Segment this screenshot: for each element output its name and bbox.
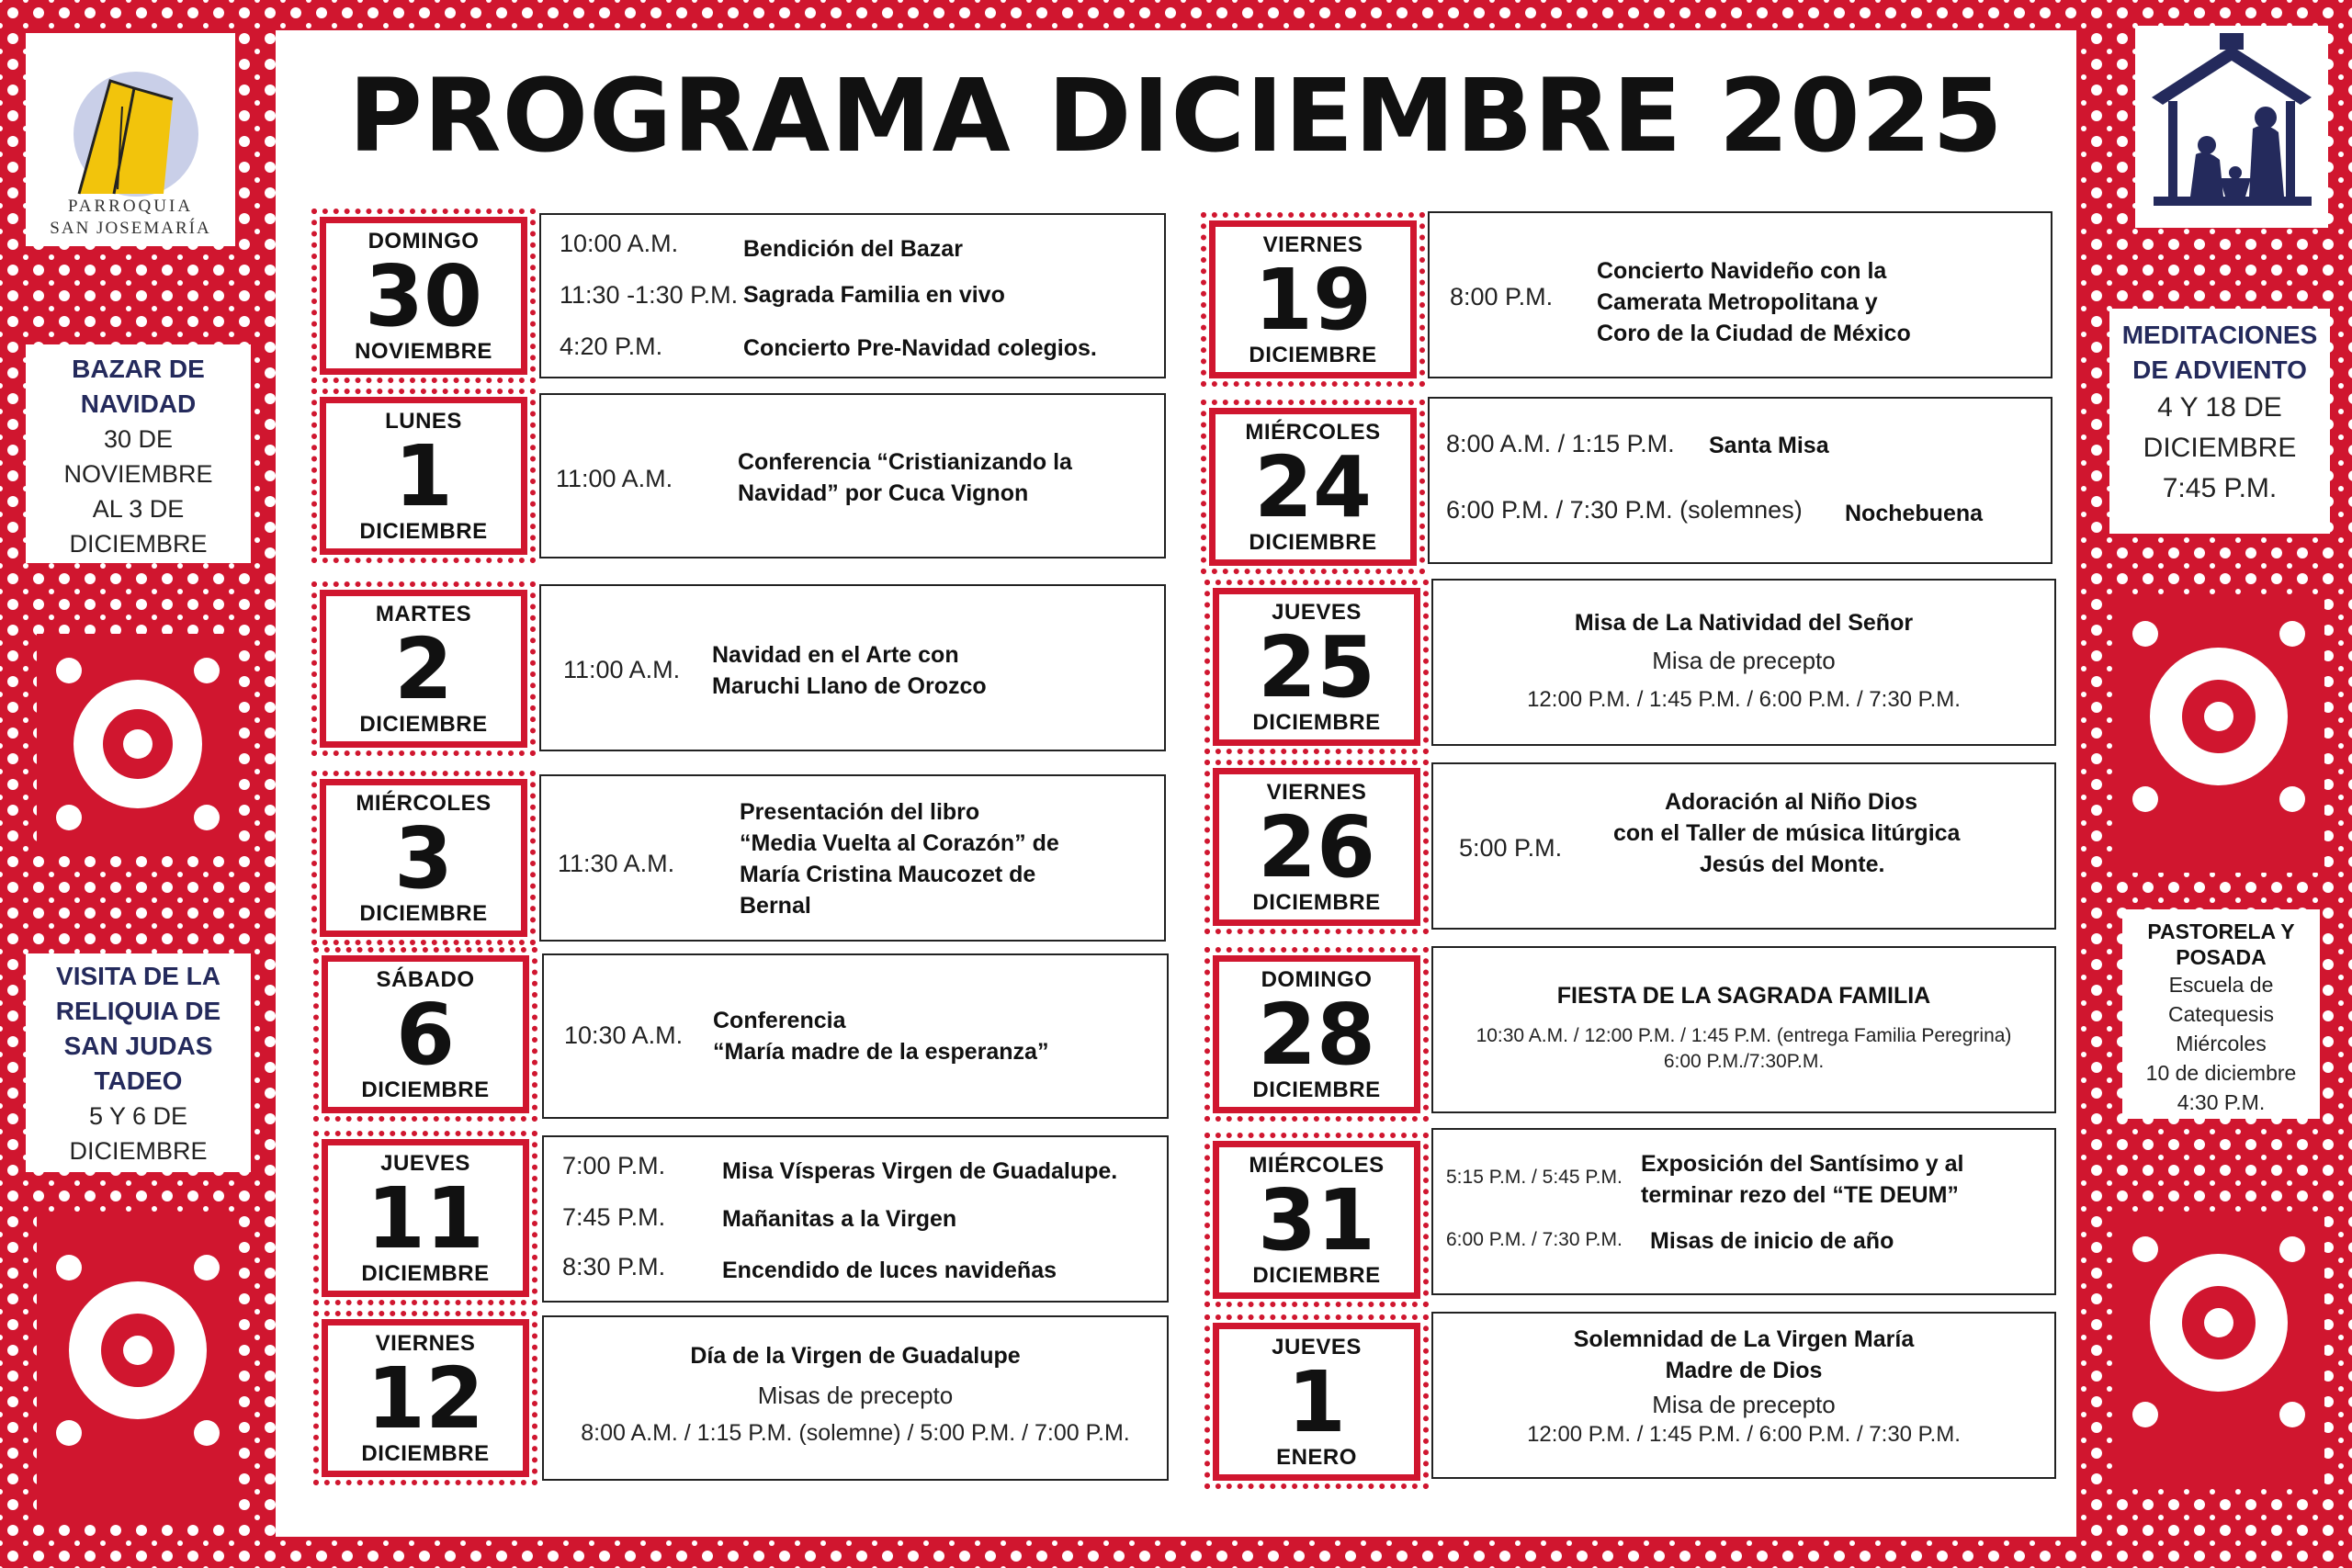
event-times-line2: 6:00 P.M./7:30P.M. bbox=[1663, 1051, 1825, 1072]
date-badge-nov-30 bbox=[320, 217, 527, 375]
pastorela-text-1: Escuela de bbox=[2168, 973, 2274, 997]
flower-ornament-left-bottom bbox=[37, 1213, 239, 1525]
event-title-line1: Conferencia “Cristianizando la bbox=[738, 449, 1072, 475]
event-time: 8:00 A.M. / 1:15 P.M. bbox=[1446, 430, 1675, 457]
reliquia-heading-3: SAN JUDAS bbox=[63, 1032, 213, 1060]
event-box-dec-6 bbox=[542, 953, 1169, 1119]
pastorela-heading-2: POSADA bbox=[2176, 945, 2267, 969]
month-label: DICIEMBRE bbox=[1249, 530, 1377, 555]
event-title-line2: Madre de Dios bbox=[1665, 1358, 1823, 1383]
event-title-line2: “María madre de la esperanza” bbox=[713, 1039, 1049, 1065]
reliquia-heading-1: VISITA DE LA bbox=[56, 962, 220, 990]
event-title-line1: Navidad en el Arte con bbox=[712, 642, 959, 668]
event-title: Misas de inicio de año bbox=[1650, 1228, 1894, 1254]
side-box-pastorela bbox=[2122, 909, 2320, 1119]
bazar-heading-2: NAVIDAD bbox=[80, 389, 197, 418]
event-time: 6:00 P.M. / 7:30 P.M. (solemnes) bbox=[1446, 496, 1803, 524]
event-subtitle: Misas de precepto bbox=[757, 1382, 954, 1409]
meditaciones-heading-2: DE ADVIENTO bbox=[2132, 355, 2307, 384]
day-number: 12 bbox=[366, 1349, 485, 1448]
event-title: Nochebuena bbox=[1845, 501, 1984, 526]
pastorela-text-3: Miércoles bbox=[2176, 1032, 2267, 1055]
event-box-dec-25 bbox=[1431, 579, 2056, 746]
flower-ornament-right-top bbox=[2113, 597, 2324, 873]
date-badge-dec-25 bbox=[1213, 588, 1420, 746]
logo-text-line1: PARROQUIA bbox=[67, 197, 194, 216]
day-of-week: VIERNES bbox=[1266, 780, 1367, 805]
meditaciones-text-2: DICIEMBRE bbox=[2143, 433, 2297, 463]
pastorela-heading-1: PASTORELA Y bbox=[2147, 919, 2295, 943]
day-of-week: VIERNES bbox=[375, 1331, 476, 1356]
event-time: 5:15 P.M. / 5:45 P.M. bbox=[1446, 1167, 1623, 1188]
day-number: 1 bbox=[1286, 1353, 1346, 1451]
event-box-dec-1 bbox=[539, 393, 1166, 558]
event-title-line1: Exposición del Santísimo y al bbox=[1641, 1151, 1964, 1177]
pastorela-text-2: Catequesis bbox=[2167, 1002, 2275, 1026]
day-of-week: MIÉRCOLES bbox=[356, 791, 492, 816]
day-number: 19 bbox=[1253, 251, 1373, 349]
month-label: DICIEMBRE bbox=[361, 1261, 490, 1286]
event-title-line2: terminar rezo del “TE DEUM” bbox=[1641, 1182, 1959, 1208]
meditaciones-heading-1: MEDITACIONES bbox=[2121, 321, 2318, 349]
event-title-line2: Maruchi Llano de Orozco bbox=[712, 673, 987, 699]
event-times: 12:00 P.M. / 1:45 P.M. / 6:00 P.M. / 7:30 P.M. bbox=[1527, 687, 1961, 712]
event-box-dec-3 bbox=[539, 774, 1166, 942]
event-title-line3: Coro de la Ciudad de México bbox=[1597, 321, 1911, 346]
event-title-line1: Conferencia bbox=[713, 1008, 846, 1033]
side-box-reliquia bbox=[26, 953, 251, 1172]
day-number: 3 bbox=[393, 809, 453, 908]
day-number: 30 bbox=[364, 247, 483, 345]
flower-ornament-right-bottom bbox=[2113, 1213, 2324, 1488]
event-box-jan-1 bbox=[1431, 1312, 2056, 1479]
event-title: Misa Vísperas Virgen de Guadalupe. bbox=[722, 1158, 1118, 1184]
date-badge-dec-28 bbox=[1213, 955, 1420, 1113]
date-badge-dec-2 bbox=[320, 590, 527, 748]
date-badge-dec-3 bbox=[320, 779, 527, 937]
bazar-heading-1: BAZAR DE bbox=[72, 355, 205, 383]
event-time: 10:30 A.M. bbox=[564, 1021, 684, 1049]
event-title: Concierto Pre-Navidad colegios. bbox=[743, 335, 1097, 361]
pastorela-text-5: 4:30 P.M. bbox=[2177, 1090, 2266, 1114]
date-badge-jan-1 bbox=[1213, 1323, 1420, 1481]
month-label: ENERO bbox=[1276, 1445, 1357, 1470]
month-label: DICIEMBRE bbox=[1252, 890, 1381, 915]
event-title: Misa de La Natividad del Señor bbox=[1574, 610, 1914, 636]
event-title-line2: Camerata Metropolitana y bbox=[1597, 289, 1878, 315]
page-title: PROGRAMA DICIEMBRE 2025 bbox=[348, 57, 2004, 175]
meditaciones-text-1: 4 Y 18 DE bbox=[2157, 392, 2282, 423]
event-title: Bendición del Bazar bbox=[743, 236, 963, 262]
event-title-line1: Presentación del libro bbox=[740, 799, 980, 825]
event-box-dec-26 bbox=[1431, 762, 2056, 930]
event-title-line3: Jesús del Monte. bbox=[1700, 852, 1885, 877]
event-subtitle: Misa de precepto bbox=[1652, 1391, 1836, 1418]
event-times: 12:00 P.M. / 1:45 P.M. / 6:00 P.M. / 7:30 P.M. bbox=[1527, 1422, 1961, 1447]
month-label: DICIEMBRE bbox=[361, 1077, 490, 1102]
day-of-week: VIERNES bbox=[1262, 232, 1363, 257]
meditaciones-text-3: 7:45 P.M. bbox=[2162, 473, 2278, 503]
day-of-week: JUEVES bbox=[1272, 600, 1362, 625]
event-title-line2: “Media Vuelta al Corazón” de bbox=[740, 830, 1059, 856]
event-title-line1: Solemnidad de La Virgen María bbox=[1573, 1326, 1915, 1352]
date-badge-dec-1 bbox=[320, 397, 527, 555]
event-title-line1: Concierto Navideño con la bbox=[1597, 258, 1887, 284]
date-badge-dec-6 bbox=[322, 955, 529, 1113]
event-time: 5:00 P.M. bbox=[1459, 834, 1563, 862]
event-title-line3: María Cristina Maucozet de bbox=[740, 862, 1036, 887]
month-label: DICIEMBRE bbox=[1252, 1077, 1381, 1102]
flower-ornament-left-top bbox=[37, 634, 239, 854]
event-time: 11:00 A.M. bbox=[563, 656, 681, 683]
day-of-week: JUEVES bbox=[380, 1151, 470, 1176]
event-box-dec-19 bbox=[1428, 211, 2052, 378]
event-time: 10:00 A.M. bbox=[560, 230, 679, 257]
day-of-week: MIÉRCOLES bbox=[1245, 420, 1381, 445]
event-title: Mañanitas a la Virgen bbox=[722, 1206, 957, 1232]
day-of-week: SÁBADO bbox=[376, 967, 475, 992]
month-label: DICIEMBRE bbox=[1249, 343, 1377, 367]
day-number: 26 bbox=[1257, 798, 1376, 897]
day-of-week: LUNES bbox=[385, 409, 462, 434]
event-box-dec-2 bbox=[539, 584, 1166, 751]
date-badge-dec-12 bbox=[322, 1319, 529, 1477]
day-number: 2 bbox=[393, 620, 453, 718]
bazar-text-3: AL 3 DE bbox=[92, 495, 185, 523]
event-time: 4:20 P.M. bbox=[560, 333, 663, 360]
side-box-bazar bbox=[26, 344, 251, 563]
parish-logo bbox=[26, 33, 235, 246]
bazar-text-2: NOVIEMBRE bbox=[63, 460, 213, 488]
event-times-line1: 10:30 A.M. / 12:00 P.M. / 1:45 P.M. (entrega Familia Peregrina) bbox=[1476, 1025, 2012, 1046]
event-title-line2: Navidad” por Cuca Vignon bbox=[738, 480, 1029, 506]
day-number: 24 bbox=[1253, 438, 1373, 536]
month-label: DICIEMBRE bbox=[359, 712, 488, 737]
date-badge-dec-24 bbox=[1209, 408, 1417, 566]
day-of-week: MIÉRCOLES bbox=[1249, 1153, 1385, 1178]
day-number: 11 bbox=[366, 1169, 485, 1268]
event-title-line1: Adoración al Niño Dios bbox=[1665, 789, 1918, 815]
reliquia-text-2: DICIEMBRE bbox=[69, 1137, 208, 1165]
date-badge-dec-31 bbox=[1213, 1141, 1420, 1299]
event-box-nov-30 bbox=[539, 213, 1166, 378]
event-box-dec-24 bbox=[1428, 397, 2052, 564]
event-time: 11:00 A.M. bbox=[556, 465, 673, 492]
bazar-text-4: DICIEMBRE bbox=[69, 530, 208, 558]
event-time: 6:00 P.M. / 7:30 P.M. bbox=[1446, 1229, 1623, 1250]
day-number: 25 bbox=[1257, 618, 1376, 716]
day-of-week: JUEVES bbox=[1272, 1335, 1362, 1359]
bazar-text-1: 30 DE bbox=[103, 425, 174, 453]
month-label: NOVIEMBRE bbox=[355, 339, 492, 364]
month-label: DICIEMBRE bbox=[359, 519, 488, 544]
event-title-line2: con el Taller de música litúrgica bbox=[1613, 820, 1961, 846]
event-title: Santa Misa bbox=[1709, 433, 1829, 458]
date-badge-dec-26 bbox=[1213, 768, 1420, 926]
nativity-box bbox=[2135, 26, 2328, 228]
date-badge-dec-11 bbox=[322, 1139, 529, 1297]
event-time: 8:30 P.M. bbox=[562, 1253, 666, 1280]
day-of-week: MARTES bbox=[375, 602, 472, 626]
day-of-week: DOMINGO bbox=[368, 229, 480, 254]
event-times: 8:00 A.M. / 1:15 P.M. (solemne) / 5:00 P.M. / 7:00 P.M. bbox=[581, 1420, 1130, 1446]
date-badge-dec-19 bbox=[1209, 220, 1417, 378]
event-time: 8:00 P.M. bbox=[1450, 283, 1554, 310]
event-box-dec-28 bbox=[1431, 946, 2056, 1113]
event-title: FIESTA DE LA SAGRADA FAMILIA bbox=[1556, 983, 1931, 1009]
reliquia-text-1: 5 Y 6 DE bbox=[88, 1102, 188, 1130]
pastorela-text-4: 10 de diciembre bbox=[2145, 1061, 2297, 1085]
event-time: 7:00 P.M. bbox=[562, 1152, 666, 1179]
month-label: DICIEMBRE bbox=[1252, 710, 1381, 735]
day-number: 28 bbox=[1257, 986, 1376, 1084]
event-title: Día de la Virgen de Guadalupe bbox=[690, 1343, 1021, 1369]
event-box-dec-11 bbox=[542, 1135, 1169, 1303]
nativity-scene-icon bbox=[2135, 26, 2328, 228]
month-label: DICIEMBRE bbox=[359, 901, 488, 926]
event-box-dec-12 bbox=[542, 1315, 1169, 1481]
event-title: Sagrada Familia en vivo bbox=[743, 282, 1005, 308]
event-title-line4: Bernal bbox=[740, 893, 811, 919]
event-time: 7:45 P.M. bbox=[562, 1203, 666, 1231]
event-subtitle: Misa de precepto bbox=[1652, 647, 1836, 674]
event-box-dec-31 bbox=[1431, 1128, 2056, 1295]
month-label: DICIEMBRE bbox=[361, 1441, 490, 1466]
month-label: DICIEMBRE bbox=[1252, 1263, 1381, 1288]
day-of-week: DOMINGO bbox=[1261, 967, 1373, 992]
reliquia-heading-4: TADEO bbox=[94, 1066, 183, 1095]
reliquia-heading-2: RELIQUIA DE bbox=[55, 997, 221, 1025]
event-time: 11:30 -1:30 P.M. bbox=[560, 281, 739, 309]
day-number: 31 bbox=[1257, 1171, 1376, 1269]
event-title: Encendido de luces navideñas bbox=[722, 1258, 1057, 1283]
day-number: 1 bbox=[393, 427, 453, 525]
logo-text-line2: SAN JOSEMARÍA bbox=[50, 219, 211, 238]
side-box-meditaciones bbox=[2109, 309, 2330, 534]
day-number: 6 bbox=[395, 986, 455, 1084]
event-time: 11:30 A.M. bbox=[558, 850, 675, 877]
